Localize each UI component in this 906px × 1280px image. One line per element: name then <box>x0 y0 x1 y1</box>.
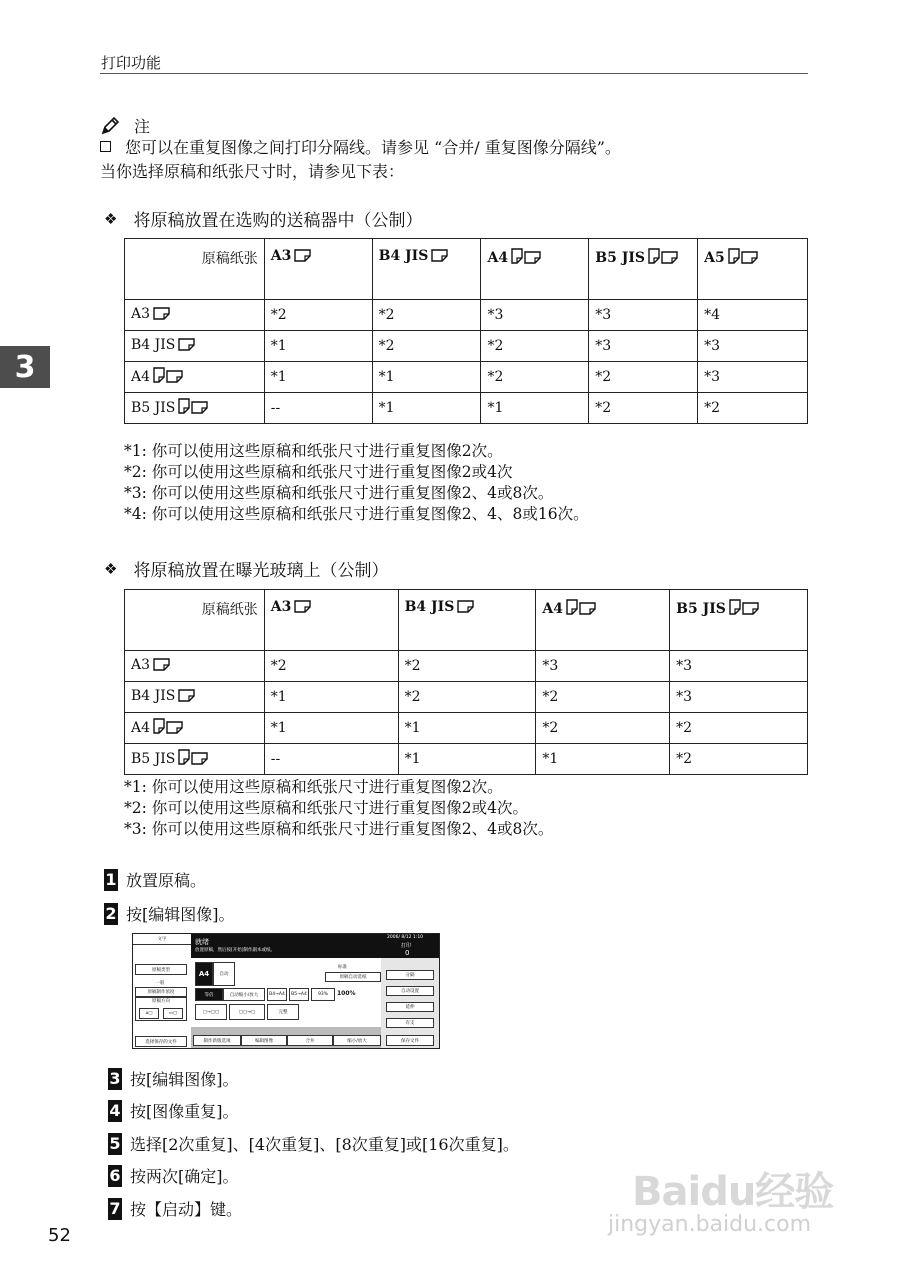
row-header-label: B5 JIS <box>131 400 176 416</box>
column-header <box>698 239 808 300</box>
step-item <box>108 1197 242 1220</box>
table1-heading: ❖ 将原稿放置在选购的送稿器中（公制） <box>104 209 423 231</box>
step-item <box>108 1099 239 1122</box>
step-text: 按[图像重复]。 <box>130 1102 239 1121</box>
paper-orientation-icons <box>152 718 183 738</box>
step-number: 6 <box>109 1166 121 1185</box>
screen-tab-edit-image[interactable]: 编辑图像 <box>241 1035 287 1046</box>
screen-normal-label: 一般 <box>155 981 165 986</box>
step-text: 选择[2次重复]、[4次重复]、[8次重复]或[16次重复]。 <box>130 1135 519 1154</box>
screen-saved-file-button[interactable]: 选择保存的文件 <box>135 1036 187 1047</box>
portrait-paper-icon <box>178 398 190 414</box>
table-row <box>125 682 808 713</box>
paper-orientation-icons <box>152 658 170 675</box>
table-cell: *1 <box>536 744 670 775</box>
footnote: *1: 你可以使用这些原稿和纸张尺寸进行重复图像2次。 <box>124 778 503 796</box>
landscape-paper-icon <box>294 600 311 613</box>
note-bullet: 您可以在重复图像之间打印分隔线。请参见 “合并/ 重复图像分隔线”。 <box>100 138 621 158</box>
portrait-paper-icon <box>729 599 741 615</box>
screen-preset-2[interactable]: B5→A4 <box>289 988 309 1001</box>
screen-density-button[interactable]: 原稿制作浓度 <box>135 987 187 997</box>
screen-left-top[interactable]: 文字 <box>133 934 192 945</box>
table-cell: *4 <box>698 300 808 331</box>
landscape-paper-icon <box>661 251 678 264</box>
column-header <box>264 590 398 651</box>
screen-auto-paper[interactable]: 自动 <box>213 962 235 986</box>
table-cell: *3 <box>589 331 698 362</box>
column-header-label: B4 JIS <box>378 248 429 264</box>
screen-standard-label: 标准 <box>338 965 347 970</box>
table1-footnotes <box>124 441 589 525</box>
table-cell: -- <box>264 393 372 424</box>
screen-combine-button[interactable]: ▢▢→▢ <box>229 1004 265 1020</box>
landscape-paper-icon <box>741 251 758 264</box>
step-number: 3 <box>109 1069 121 1088</box>
column-header <box>670 590 808 651</box>
table-cell: *2 <box>372 300 481 331</box>
table-cell: *2 <box>536 713 670 744</box>
table1 <box>124 238 808 424</box>
step-number: 4 <box>109 1101 121 1120</box>
screen-duplex-button[interactable]: ▢→▢▢ <box>195 1004 227 1020</box>
row-header <box>125 362 265 393</box>
footnote: *3: 你可以使用这些原稿和纸张尺寸进行重复图像2、4或8次。 <box>124 484 554 502</box>
landscape-paper-icon <box>153 307 170 320</box>
paper-orientation-icons <box>565 599 596 619</box>
landscape-paper-icon <box>294 249 311 262</box>
table-header-row <box>125 590 808 651</box>
portrait-paper-icon <box>178 749 190 765</box>
chapter-tab: 3 <box>0 346 50 388</box>
table-cell: *1 <box>372 393 481 424</box>
screen-orient-landscape-button[interactable]: ▭▢ <box>163 1008 183 1019</box>
paper-orientation-icons <box>456 600 474 617</box>
landscape-paper-icon <box>191 752 208 765</box>
portrait-paper-icon <box>153 367 165 383</box>
footnote: *4: 你可以使用这些原稿和纸张尺寸进行重复图像2、4、8或16次。 <box>124 505 589 523</box>
table-cell: *2 <box>698 393 808 424</box>
column-header <box>398 590 536 651</box>
table-cell: *1 <box>264 713 398 744</box>
landscape-paper-icon <box>178 689 195 702</box>
copier-screen <box>132 933 440 1049</box>
landscape-paper-icon <box>153 658 170 671</box>
table-cell: *3 <box>481 300 589 331</box>
table2 <box>124 589 808 775</box>
row-header-label: A4 <box>131 720 151 736</box>
table-cell: *1 <box>264 362 372 393</box>
column-header <box>589 239 698 300</box>
table-cell: *2 <box>536 682 670 713</box>
footnote: *2: 你可以使用这些原稿和纸张尺寸进行重复图像2或4次。 <box>124 799 528 817</box>
screen-auto-reduce-button[interactable]: 自动缩小/放大 <box>223 988 265 1001</box>
page-number: 52 <box>48 1225 71 1246</box>
table-cell: *3 <box>698 362 808 393</box>
table2-footnotes <box>124 777 553 840</box>
row-header <box>125 744 265 775</box>
diamond-bullet-icon: ❖ <box>104 209 118 228</box>
screen-status-bar <box>191 934 381 958</box>
screen-orient-portrait-button[interactable]: ⌂▢ <box>139 1008 159 1019</box>
checkbox-icon <box>100 141 111 152</box>
table-cell: *1 <box>481 393 589 424</box>
row-header-label: A4 <box>131 369 151 385</box>
portrait-paper-icon <box>728 248 740 264</box>
screen-save-file-button[interactable]: 保存文件 <box>386 1035 434 1046</box>
landscape-paper-icon <box>524 251 541 264</box>
table-cell: *3 <box>670 682 808 713</box>
screen-auto-set-button[interactable]: 自动设置 <box>386 986 434 996</box>
column-header-label: A3 <box>270 599 292 615</box>
paper-orientation-icons <box>152 367 183 387</box>
paper-orientation-icons <box>510 248 541 268</box>
note-intro: 当你选择原稿和纸张尺寸时，请参见下表： <box>100 162 405 181</box>
column-header-label: B4 JIS <box>404 599 455 615</box>
row-header-label: A3 <box>131 306 151 322</box>
footnote: *3: 你可以使用这些原稿和纸张尺寸进行重复图像2、4或8次。 <box>124 820 554 838</box>
table-cell: *2 <box>670 713 808 744</box>
paper-orientation-icons <box>177 749 208 769</box>
table-cell: *2 <box>398 682 536 713</box>
table-cell: *2 <box>481 362 589 393</box>
portrait-paper-icon <box>566 599 578 615</box>
table-cell: *3 <box>589 300 698 331</box>
screen-counter <box>381 934 439 958</box>
row-header-label: A3 <box>131 657 151 673</box>
paper-orientation-icons <box>293 600 311 617</box>
step-item <box>108 1132 519 1155</box>
footnote: *2: 你可以使用这些原稿和纸张尺寸进行重复图像2或4次 <box>124 463 513 481</box>
step-text: 放置原稿。 <box>126 871 207 890</box>
step-item <box>104 902 235 925</box>
table-row <box>125 362 808 393</box>
note-heading <box>100 114 150 137</box>
column-header <box>372 239 481 300</box>
row-header-label: B4 JIS <box>131 688 176 704</box>
paper-orientation-icons <box>430 249 448 266</box>
pencil-icon <box>100 116 120 136</box>
header-rule <box>100 73 808 74</box>
paper-orientation-icons <box>177 338 195 355</box>
landscape-paper-icon <box>166 721 183 734</box>
landscape-paper-icon <box>742 602 759 615</box>
paper-orientation-icons <box>293 249 311 266</box>
paper-orientation-icons <box>152 307 170 324</box>
table-cell: *2 <box>589 393 698 424</box>
screen-paper-size[interactable]: A4 <box>195 962 213 986</box>
step-item <box>108 1067 239 1090</box>
row-header <box>125 682 265 713</box>
column-header-label: A4 <box>487 250 509 266</box>
landscape-paper-icon <box>431 249 448 262</box>
paper-orientation-icons <box>177 689 195 706</box>
portrait-paper-icon <box>648 248 660 264</box>
table-header-row <box>125 239 808 300</box>
row-header <box>125 300 265 331</box>
step-number: 2 <box>105 904 117 923</box>
table-cell: *2 <box>264 300 372 331</box>
table-cell: *2 <box>398 651 536 682</box>
column-header <box>264 239 372 300</box>
screen-datetime: 2006/ 8/12 1:10 <box>387 935 424 940</box>
table-cell: *3 <box>670 651 808 682</box>
table-cell: *3 <box>536 651 670 682</box>
screen-ratio-93[interactable]: 93% <box>311 988 335 1001</box>
table2-heading: ❖ 将原稿放置在曝光玻璃上（公制） <box>104 559 389 581</box>
row-header <box>125 331 265 362</box>
paper-orientation-icons <box>728 599 759 619</box>
screen-tab-combine[interactable]: 合并 <box>287 1035 333 1046</box>
step-text: 按[编辑图像]。 <box>126 905 235 924</box>
step-number: 5 <box>109 1134 121 1153</box>
portrait-paper-icon <box>511 248 523 264</box>
column-header <box>481 239 589 300</box>
table-row <box>125 393 808 424</box>
step-item <box>108 1164 239 1187</box>
table-cell: *1 <box>398 713 536 744</box>
table-cell: *3 <box>698 331 808 362</box>
screen-tab-new-options[interactable]: 制作新版选项 <box>193 1035 241 1046</box>
table-cell: *2 <box>481 331 589 362</box>
table-cell: *1 <box>264 331 372 362</box>
step-number: 7 <box>109 1199 121 1218</box>
table-cell: *1 <box>264 682 398 713</box>
screen-status-text: 就绪 <box>195 938 209 946</box>
table-row <box>125 713 808 744</box>
portrait-paper-icon <box>153 718 165 734</box>
screen-print-label: 打印 <box>401 943 412 949</box>
screen-print-count: 0 <box>405 949 410 957</box>
landscape-paper-icon <box>166 370 183 383</box>
screen-extend-button[interactable]: 延伸 <box>386 1002 434 1012</box>
step-text: 按两次[确定]。 <box>130 1167 239 1186</box>
screen-preset-1[interactable]: B4→A4 <box>267 988 287 1001</box>
column-header-label: B5 JIS <box>595 250 646 266</box>
landscape-paper-icon <box>579 602 596 615</box>
screen-orientation-panel: 原稿方向 <box>135 997 187 1021</box>
paper-orientation-icons <box>647 248 678 268</box>
table-corner-cell: 原稿纸张 <box>125 590 265 651</box>
watermark-url: jingyan.baidu.com <box>608 1212 812 1237</box>
note-label: 注 <box>134 117 151 136</box>
landscape-paper-icon <box>191 401 208 414</box>
screen-sort-button[interactable]: 分隔 <box>386 970 434 980</box>
row-header <box>125 393 265 424</box>
table-cell: *1 <box>398 744 536 775</box>
step-text: 按[编辑图像]。 <box>130 1070 239 1089</box>
table-cell: *2 <box>372 331 481 362</box>
column-header-label: A3 <box>270 248 292 264</box>
footnote: *1: 你可以使用这些原稿和纸张尺寸进行重复图像2次。 <box>124 442 503 460</box>
table-cell: -- <box>264 744 398 775</box>
column-header-label: A5 <box>704 250 725 266</box>
column-header-label: A4 <box>542 601 563 617</box>
header-title: 打印功能 <box>101 54 162 72</box>
screen-tab-resize[interactable]: 缩小/放大 <box>333 1035 381 1046</box>
row-header-label: B5 JIS <box>131 751 176 767</box>
step-text: 按【启动】键。 <box>130 1200 243 1219</box>
watermark-logo: Baidu经验 <box>632 1169 834 1215</box>
screen-finish-button[interactable]: 完整 <box>267 1004 299 1020</box>
paper-orientation-icons <box>177 398 208 418</box>
table-row <box>125 331 808 362</box>
table-cell: *2 <box>264 651 398 682</box>
table-row <box>125 651 808 682</box>
screen-ratio: 100% <box>337 990 356 997</box>
screen-status-sub: 放置原稿，然后按[开始]制作副本或纸。 <box>195 948 276 953</box>
table-row <box>125 300 808 331</box>
table-cell: *1 <box>372 362 481 393</box>
step-item <box>104 868 206 891</box>
column-header-label: B5 JIS <box>676 601 726 617</box>
paper-orientation-icons <box>727 248 758 268</box>
column-header <box>536 590 670 651</box>
landscape-paper-icon <box>178 338 195 351</box>
table-corner-cell: 原稿纸张 <box>125 239 265 300</box>
step-number: 1 <box>105 870 117 889</box>
table-cell: *2 <box>589 362 698 393</box>
screen-equal-button[interactable]: 等倍 <box>195 988 223 1001</box>
screen-original-type-button[interactable]: 原稿类型 <box>135 964 187 975</box>
diamond-bullet-icon: ❖ <box>104 559 118 578</box>
table-cell: *2 <box>670 744 808 775</box>
landscape-paper-icon <box>457 600 474 613</box>
screen-auto-select-button[interactable]: 原稿自动选纸 <box>325 972 381 982</box>
row-header <box>125 651 265 682</box>
table-row <box>125 744 808 775</box>
row-header <box>125 713 265 744</box>
row-header-label: B4 JIS <box>131 337 176 353</box>
screen-sub-button[interactable]: 有支 <box>386 1018 434 1028</box>
